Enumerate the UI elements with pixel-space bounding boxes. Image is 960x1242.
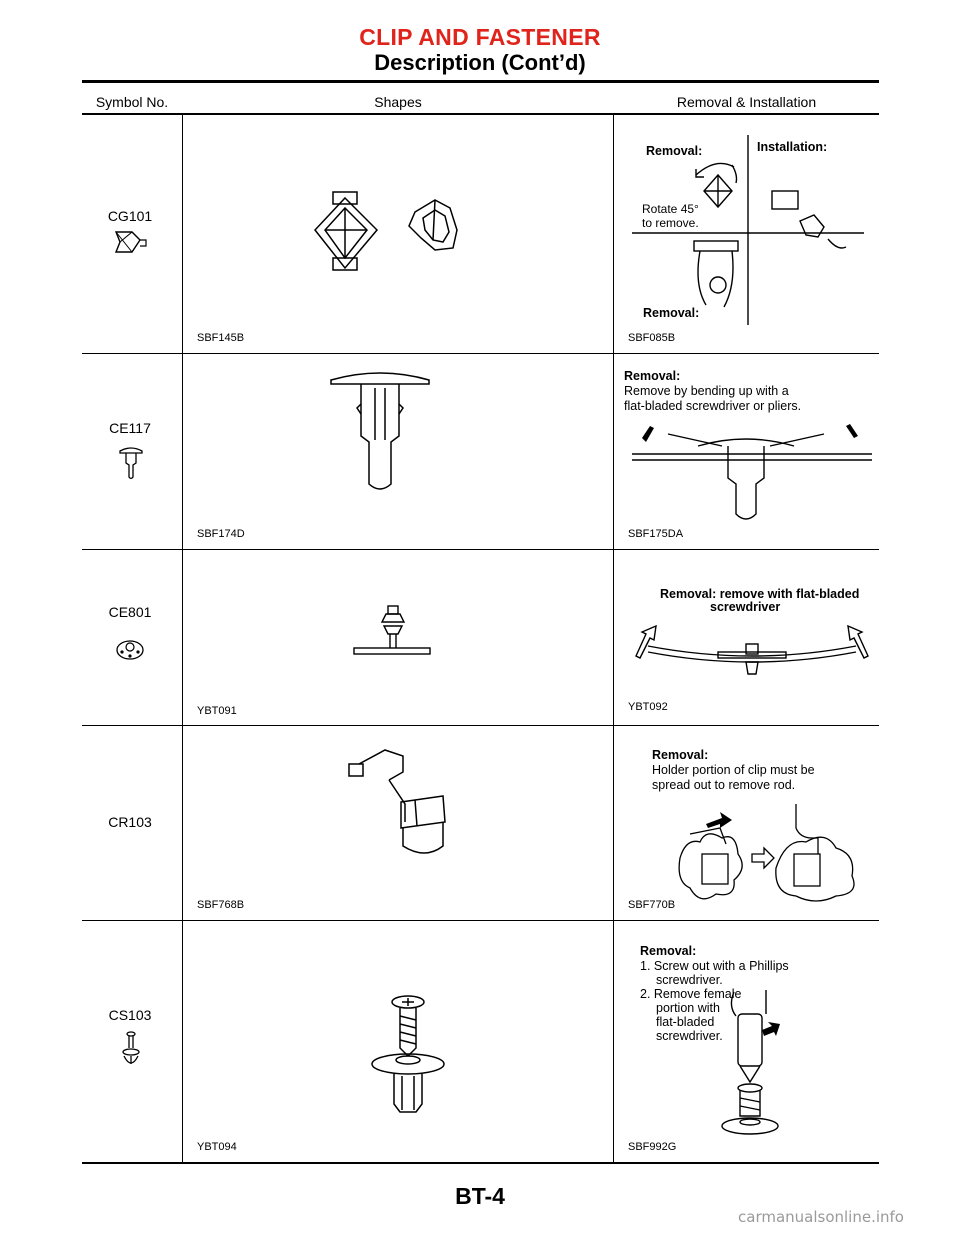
symbol-number: CG101: [107, 208, 153, 224]
figure-code: SBF174D: [197, 528, 245, 540]
figure-code: SBF175DA: [628, 528, 684, 540]
figure-code: SBF145B: [197, 332, 245, 344]
figure-code: YBT092: [628, 701, 668, 713]
clip-cs103-symbol-icon: [120, 1030, 142, 1070]
clip-ce801-symbol-icon: [114, 636, 146, 662]
clip-cr103-shape-icon: [345, 742, 455, 860]
column-divider: [182, 115, 183, 1163]
removal-step: screwdriver.: [656, 1029, 723, 1043]
column-header-symbol: Symbol No.: [95, 94, 169, 110]
installation-label: Installation:: [757, 140, 828, 154]
figure-code: YBT094: [197, 1141, 237, 1153]
figure-code: SBF768B: [197, 899, 245, 911]
removal-label: Removal:: [640, 944, 697, 958]
page-title: CLIP AND FASTENER: [359, 24, 601, 50]
column-header-shapes: Shapes: [374, 94, 422, 110]
symbol-number: CE801: [108, 604, 152, 620]
page-subtitle: Description (Cont’d): [374, 50, 586, 75]
page-number: BT-4: [455, 1183, 505, 1209]
column-divider: [613, 115, 614, 1163]
removal-note: Holder portion of clip must be: [652, 763, 815, 777]
removal-label: Removal:: [652, 748, 709, 762]
column-header-removal: Removal & Installation: [676, 94, 817, 110]
removal-label: Removal: remove with flat-bladed: [660, 587, 860, 601]
clip-ce117-shape-icon: [325, 364, 435, 492]
symbol-number: CE117: [109, 420, 151, 436]
removal-step: 2. Remove female: [640, 987, 742, 1001]
removal-step: screwdriver.: [656, 973, 723, 987]
column-header-rule: [82, 113, 879, 115]
figure-code: SBF085B: [628, 332, 676, 344]
symbol-number: CS103: [108, 1007, 152, 1023]
removal-label: Removal:: [624, 369, 681, 383]
watermark: carmanualsonline.info: [738, 1208, 904, 1226]
removal-note: to remove.: [642, 216, 699, 230]
clip-ce801-removal-illustration: [628, 618, 876, 690]
row-separator: [82, 353, 879, 354]
clip-ce117-removal-illustration: [628, 418, 876, 522]
removal-note: flat-bladed screwdriver or pliers.: [624, 399, 802, 413]
symbol-number: CR103: [108, 814, 152, 830]
figure-code: YBT091: [197, 705, 237, 717]
clip-cr103-removal-illustration: [676, 798, 866, 908]
row-separator: [82, 920, 879, 921]
header-rule: [82, 80, 879, 83]
clip-cg101-shape-icon: [305, 190, 485, 275]
clip-ce117-symbol-icon: [118, 443, 144, 481]
clip-cs103-removal-illustration: [710, 986, 790, 1146]
table-bottom-rule: [82, 1162, 879, 1164]
removal-note: spread out to remove rod.: [652, 778, 796, 792]
row-separator: [82, 549, 879, 550]
clip-cg101-symbol-icon: [110, 228, 150, 256]
removal-note: Remove by bending up with a: [624, 384, 789, 398]
removal-note: screwdriver: [710, 600, 781, 614]
removal-step: 1. Screw out with a Phillips: [640, 959, 789, 973]
removal-note: Rotate 45°: [642, 202, 699, 216]
row-separator: [82, 725, 879, 726]
removal-label: Removal:: [643, 306, 700, 320]
figure-code: SBF770B: [628, 899, 676, 911]
clip-cs103-shape-icon: [368, 992, 448, 1142]
removal-label: Removal:: [646, 144, 703, 158]
removal-step: portion with: [656, 1001, 720, 1015]
removal-step: flat-bladed: [656, 1015, 715, 1029]
clip-ce801-shape-icon: [352, 604, 432, 656]
figure-code: SBF992G: [628, 1141, 677, 1153]
